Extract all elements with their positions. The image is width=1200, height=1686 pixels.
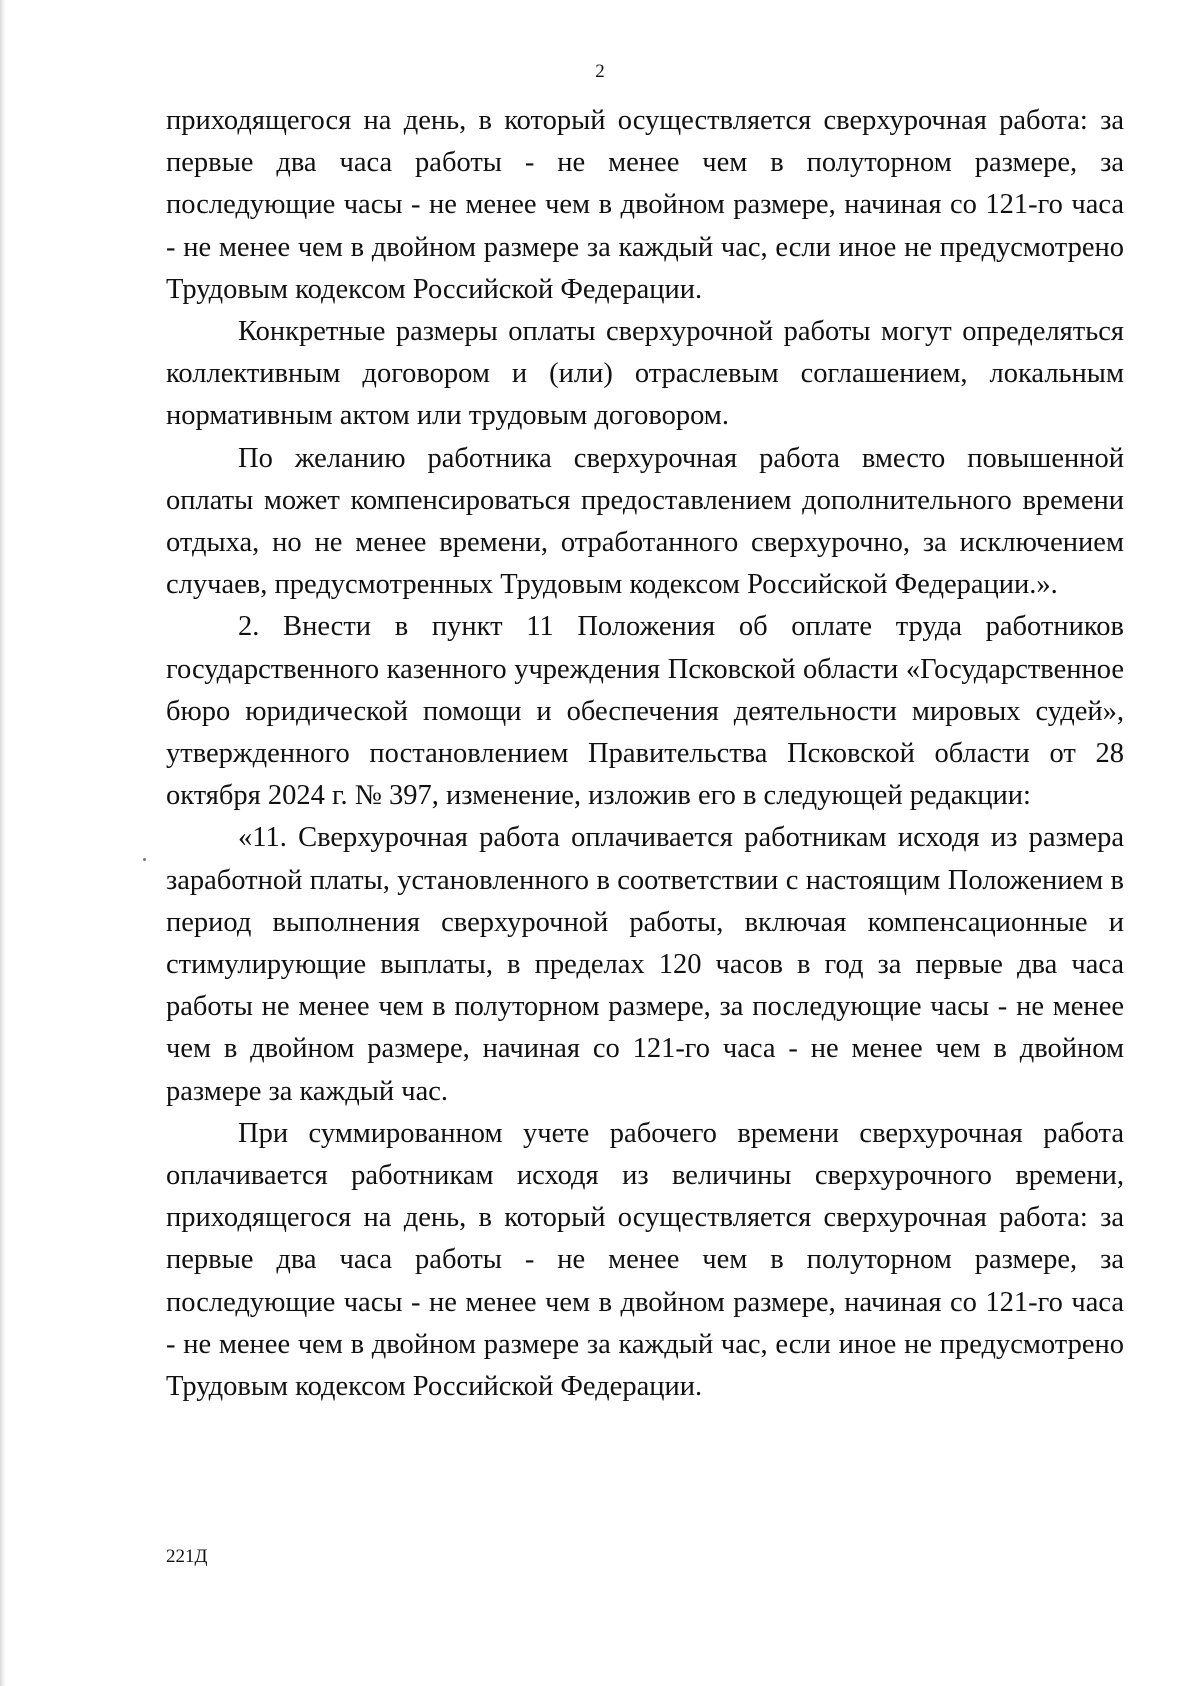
paragraph-clause-11: «11. Сверхурочная работа оплачивается работникам исходя из размера заработной платы, установленного в соответствии с настоящим Положением в период выполнения сверхурочной работы, включая компенсационные и стимулирующие выплаты, в пределах 120 часов в год за первые два часа работы не менее чем в полуторном размере, за последующие часы - не менее чем в двойном размере, начиная со 121-го часа - не менее чем в двойном размере за каждый час. (166, 822, 1124, 1107)
paragraph-continuation: приходящегося на день, в который осуществляется сверхурочная работа: за первые два часа работы - не менее чем в полуторном размере, за последующие часы - не менее чем в двойном размере, начиная со 121-го часа - не менее чем в двойном размере за каждый час, если иное не предусмотрено Трудовым кодексом Российской Федерации. (166, 105, 1124, 305)
page-number: 2 (595, 61, 605, 82)
scan-edge-shadow (0, 0, 6, 1686)
document-body (166, 100, 1124, 1408)
scan-speck (143, 858, 146, 861)
paragraph-summarized-accounting: При суммированном учете рабочего времени сверхурочная работа оплачивается работникам исходя из величины сверхурочного времени, приходящегося на день, в который осуществляется сверхурочная работа: за первые два часа работы - не менее чем в полуторном размере, за последующие часы - не менее чем в двойном размере, начиная со 121-го часа - не менее чем в двойном размере за каждый час, если иное не предусмотрено Трудовым кодексом Российской Федерации. (166, 1117, 1124, 1403)
paragraph-specific-rates: Конкретные размеры оплаты сверхурочной работы могут определяться коллективным договором и (или) отраслевым соглашением, локальным нормативным актом или трудовым договором. (166, 316, 1124, 432)
document-code: 221Д (166, 1546, 208, 1567)
paragraph-amendment-item-2: 2. Внести в пункт 11 Положения об оплате труда работников государственного казенного учреждения Псковской области «Государственное бюро юридической помощи и обеспечения деятельности мировых судей», утвержденного постановлением Правительства Псковской области от 28 октября 2024 г. № 397, изменение, изложив его в следующей редакции: (166, 611, 1124, 812)
paragraph-time-off-compensation: По желанию работника сверхурочная работа вместо повышенной оплаты может компенсироваться предоставлением дополнительного времени отдыха, но не менее времени, отработанного сверхурочно, за исключением случаев, предусмотренных Трудовым кодексом Российской Федерации.». (166, 442, 1124, 601)
